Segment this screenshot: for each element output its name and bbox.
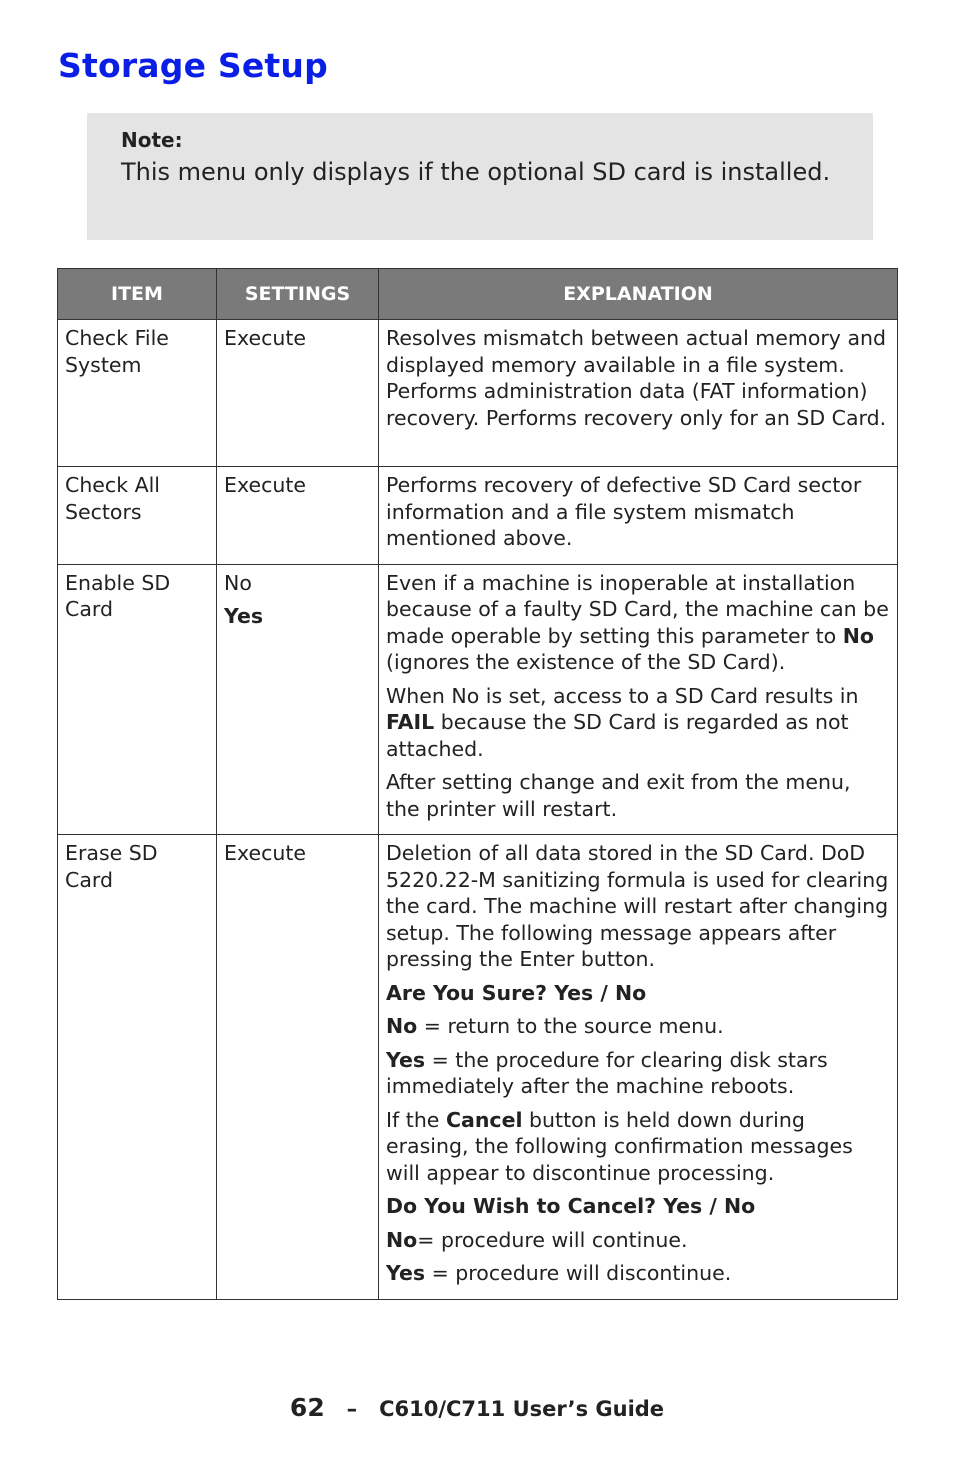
page-title: Storage Setup (58, 46, 328, 85)
table-row (58, 835, 898, 1300)
settings-cell (217, 564, 379, 835)
text-run-bold: Yes (386, 1261, 426, 1285)
text-run: = procedure will continue. (417, 1227, 688, 1252)
note-box (87, 113, 873, 240)
text-run-bold: FAIL (386, 710, 435, 734)
header-item: ITEM (58, 269, 217, 320)
text-run: = the procedure for clearing disk stars immediately after the machine reboots. (386, 1047, 828, 1098)
note-text: This menu only displays if the optional SD card is installed. (121, 158, 831, 186)
confirmation-message: Are You Sure? Yes / No (386, 980, 647, 1005)
text-run: button is held down during erasing, the following confirmation messages will appear to discontinue processing. (386, 1107, 853, 1185)
page-footer (0, 1393, 954, 1422)
confirmation-message: Do You Wish to Cancel? Yes / No (386, 1194, 756, 1218)
text-run-bold: No (386, 1014, 418, 1038)
item-cell: Check All Sectors (58, 467, 217, 565)
settings-cell (217, 320, 379, 467)
text-run: = return to the source menu. (417, 1014, 724, 1038)
text-run-bold: Cancel (445, 1107, 523, 1132)
text-run-bold: No (842, 623, 874, 648)
text-run: Even if a machine is inoperable at installation because of a faulty SD Card, the machine can be made operable by setting this parameter to (386, 570, 889, 648)
explanation-paragraph: After setting change and exit from the menu, the printer will restart. (386, 770, 851, 821)
text-run: If the (386, 1107, 446, 1132)
text-run: (ignores the existence of the SD Card). (386, 650, 786, 674)
text-run: When No is set, access to a SD Card results in (386, 683, 859, 708)
item-cell: Erase SD Card (58, 835, 217, 1300)
explanation-cell: Performs recovery of defective SD Card sector information and a file system mismatch mentioned above. (379, 467, 898, 565)
setting-value: No (224, 570, 252, 595)
explanation-paragraph (386, 683, 890, 763)
header-explanation: EXPLANATION (379, 269, 898, 320)
explanation-paragraph (386, 1260, 890, 1287)
storage-setup-table (57, 268, 898, 1300)
explanation-cell: Resolves mismatch between actual memory and displayed memory available in a file system. Performs administration data (FAT information) recovery. Performs recovery only for an SD Card. (379, 320, 898, 467)
text-run-bold: Yes (386, 1047, 426, 1072)
text-run: = procedure will discontinue. (425, 1261, 732, 1285)
note-label: Note: (121, 128, 183, 152)
table-row (58, 467, 898, 565)
setting-value: Execute (224, 473, 306, 497)
text-run: because the SD Card is regarded as not attached. (386, 710, 849, 761)
footer-separator: – (346, 1397, 358, 1421)
page-number: 62 (289, 1393, 325, 1422)
header-settings: SETTINGS (217, 269, 379, 320)
explanation-paragraph (386, 1107, 890, 1187)
guide-title: C610/C711 User’s Guide (379, 1397, 665, 1421)
explanation-paragraph (386, 1047, 890, 1100)
settings-cell (217, 467, 379, 565)
explanation-paragraph (386, 1227, 890, 1254)
explanation-paragraph (386, 570, 890, 676)
item-cell: Enable SD Card (58, 564, 217, 835)
setting-value-default: Yes (224, 604, 264, 628)
table-row (58, 564, 898, 835)
explanation-cell (379, 835, 898, 1300)
setting-value: Execute (224, 841, 306, 865)
settings-cell (217, 835, 379, 1300)
table-header-row (58, 269, 898, 320)
item-cell: Check File System (58, 320, 217, 467)
table-row (58, 320, 898, 467)
explanation-paragraph: Deletion of all data stored in the SD Card. DoD 5220.22-M sanitizing formula is used for clearing the card. The machine will restart after changing setup. The following message appears after pressing the Enter button. (386, 841, 889, 971)
explanation-paragraph (386, 1013, 890, 1040)
text-run-bold: No (386, 1227, 418, 1252)
explanation-cell (379, 564, 898, 835)
setting-value: Execute (224, 326, 306, 350)
